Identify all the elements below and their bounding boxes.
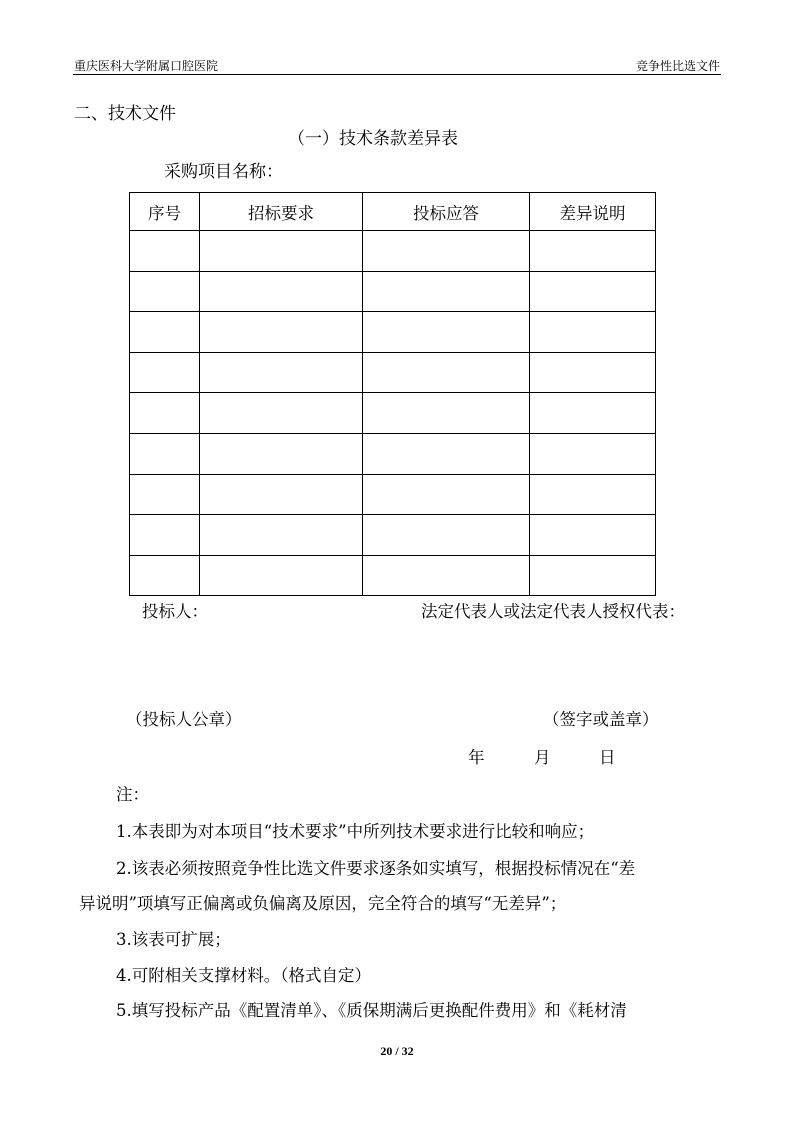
table-cell[interactable]	[200, 474, 363, 515]
table-cell[interactable]	[363, 555, 530, 596]
col-header-response: 投标应答	[363, 193, 530, 231]
note-item: 3.该表可扩展；	[116, 930, 231, 949]
table-cell[interactable]	[130, 312, 200, 353]
table-cell[interactable]	[200, 433, 363, 474]
table-cell[interactable]	[130, 271, 200, 312]
table-header-row	[130, 193, 656, 231]
table-cell[interactable]	[130, 474, 200, 515]
table-cell[interactable]	[530, 393, 656, 434]
table-row	[130, 393, 656, 434]
legal-rep-label: 法定代表人或法定代表人授权代表：	[421, 602, 685, 621]
table-cell[interactable]	[530, 474, 656, 515]
sub-title: （一）技术条款差异表	[288, 129, 458, 149]
table-cell[interactable]	[200, 231, 363, 272]
note-item-continuation: 异说明”项填写正偏离或负偏离及原因，完全符合的填写“无差异”；	[79, 894, 567, 913]
table-cell[interactable]	[130, 515, 200, 556]
table-cell[interactable]	[530, 515, 656, 556]
note-item: 4.可附相关支撑材料。（格式自定）	[116, 966, 371, 985]
technical-terms-table	[129, 192, 656, 596]
table-row	[130, 433, 656, 474]
table-cell[interactable]	[200, 312, 363, 353]
project-name-label: 采购项目名称：	[164, 162, 283, 182]
table-cell[interactable]	[530, 312, 656, 353]
col-header-seq: 序号	[130, 193, 200, 231]
table-cell[interactable]	[200, 393, 363, 434]
table-cell[interactable]	[130, 352, 200, 393]
table-cell[interactable]	[363, 433, 530, 474]
table-cell[interactable]	[530, 231, 656, 272]
table-cell[interactable]	[130, 393, 200, 434]
note-item: 2.该表必须按照竞争性比选文件要求逐条如实填写，根据投标情况在“差	[116, 859, 636, 878]
table-row	[130, 231, 656, 272]
page-number: 20 / 32	[380, 1044, 414, 1058]
table-cell[interactable]	[530, 271, 656, 312]
table-cell[interactable]	[200, 352, 363, 393]
table-cell[interactable]	[200, 271, 363, 312]
table-cell[interactable]	[200, 555, 363, 596]
table-cell[interactable]	[200, 515, 363, 556]
note-item: 1.本表即为对本项目“技术要求”中所列技术要求进行比较和响应；	[116, 822, 595, 841]
date-day: 日	[599, 748, 616, 767]
bidder-label: 投标人：	[142, 602, 208, 621]
table-cell[interactable]	[363, 474, 530, 515]
sign-or-seal-label: （签字或盖章）	[543, 710, 659, 729]
table-cell[interactable]	[530, 352, 656, 393]
table-cell[interactable]	[130, 231, 200, 272]
col-header-requirement: 招标要求	[200, 193, 363, 231]
note-item: 5.填写投标产品《配置清单》、《质保期满后更换配件费用》和《耗材清	[116, 1001, 627, 1020]
header-rule	[73, 74, 721, 75]
table-cell[interactable]	[363, 271, 530, 312]
table-cell[interactable]	[363, 231, 530, 272]
table-row	[130, 312, 656, 353]
table-cell[interactable]	[363, 312, 530, 353]
table-cell[interactable]	[363, 352, 530, 393]
table-row	[130, 555, 656, 596]
table-row	[130, 352, 656, 393]
table-row	[130, 474, 656, 515]
col-header-deviation: 差异说明	[530, 193, 656, 231]
bidder-seal-label: （投标人公章）	[126, 710, 242, 729]
section-title: 二、技术文件	[74, 104, 176, 124]
table-row	[130, 271, 656, 312]
header-left: 重庆医科大学附属口腔医院	[74, 59, 219, 73]
table-row	[130, 515, 656, 556]
date-year: 年	[468, 748, 485, 767]
date-month: 月	[534, 748, 551, 767]
table-cell[interactable]	[363, 515, 530, 556]
header-right: 竞争性比选文件	[635, 59, 720, 73]
notes-label: 注：	[116, 785, 149, 804]
table-cell[interactable]	[530, 433, 656, 474]
table-cell[interactable]	[130, 555, 200, 596]
table-cell[interactable]	[530, 555, 656, 596]
table-cell[interactable]	[130, 433, 200, 474]
table-cell[interactable]	[363, 393, 530, 434]
